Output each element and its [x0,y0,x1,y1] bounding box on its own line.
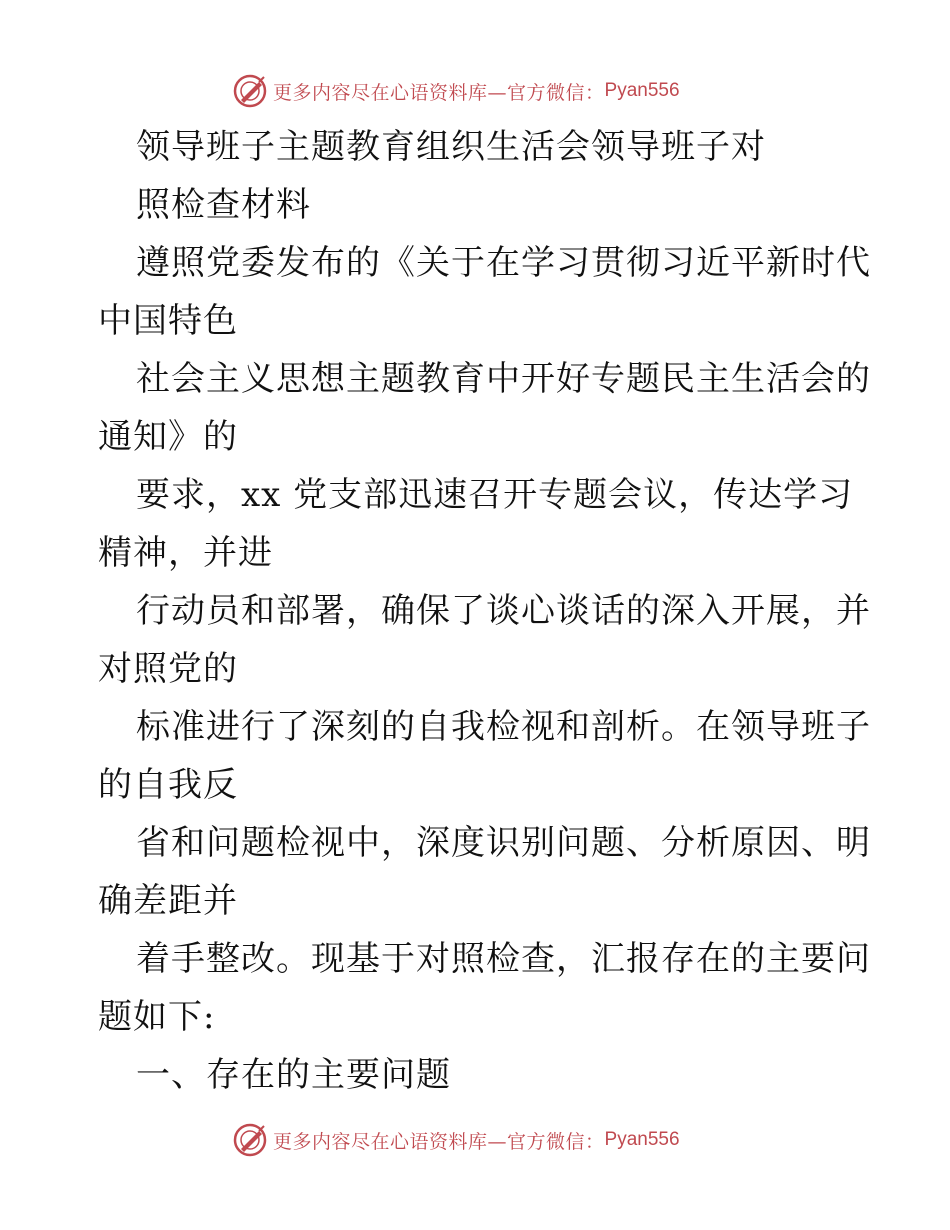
body-line: 行动员和部署，确保了谈心谈话的深入开展，并 [136,591,871,631]
body-line: 精神，并进 [98,533,273,573]
watermark-logo-icon [233,1123,267,1157]
body-line: 通知》的 [98,417,238,457]
body-line: 的自我反 [98,765,238,805]
body-line: 遵照党委发布的《关于在学习贯彻习近平新时代 [136,243,871,283]
body-line: 题如下: [98,997,216,1037]
body-line: 领导班子主题教育组织生活会领导班子对 [136,127,766,167]
body-line: 对照党的 [98,649,238,689]
body-line: 照检查材料 [136,185,311,225]
watermark-text: 更多内容尽在心语资料库—官方微信： [273,81,605,104]
body-line: 确差距并 [98,881,238,921]
body-line: 省和问题检视中，深度识别问题、分析原因、明 [136,823,871,863]
body-line: 要求，xx 党支部迅速召开专题会议，传达学习 [136,475,854,515]
body-line: 社会主义思想主题教育中开好专题民主生活会的 [136,359,871,399]
watermark-logo-icon [233,74,267,108]
body-line: 着手整改。现基于对照检查，汇报存在的主要问 [136,939,871,979]
footer-watermark [233,1120,680,1160]
document-body [98,118,871,1104]
body-line: 中国特色 [98,301,238,341]
watermark-text: 更多内容尽在心语资料库—官方微信： [273,1130,605,1153]
header-watermark [233,71,680,111]
section-heading: 一、存在的主要问题 [136,1055,451,1095]
body-line: 标准进行了深刻的自我检视和剖析。在领导班子 [136,707,871,747]
watermark-account: Pyan556 [604,1129,680,1150]
watermark-account: Pyan556 [604,80,680,101]
